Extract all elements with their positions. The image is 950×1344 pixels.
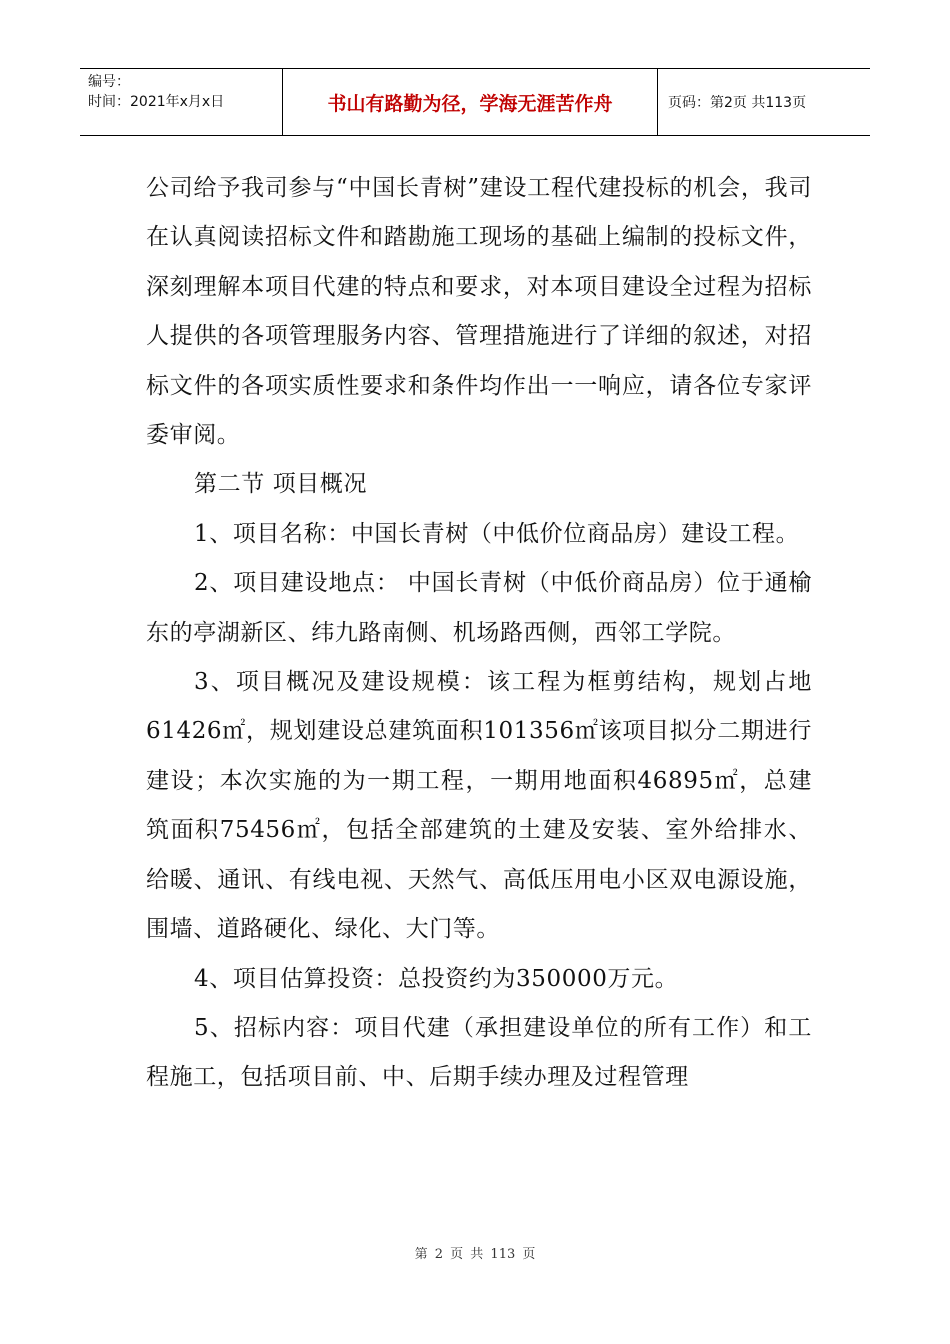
document-body bbox=[146, 164, 812, 1103]
document-number-label: 编号： bbox=[88, 74, 130, 90]
header-meta bbox=[80, 69, 283, 135]
page-footer: 第 2 页 共 113 页 bbox=[414, 1247, 536, 1262]
header-page-info: 页码：第2页 共113页 bbox=[668, 95, 807, 111]
paragraph-investment: 4、项目估算投资：总投资约为350000万元。 bbox=[194, 965, 679, 992]
header-motto: 书山有路勤为径，学海无涯苦作舟 bbox=[283, 69, 658, 135]
paragraph-project-location: 2、项目建设地点： 中国长青树（中低价商品房）位于通榆东的亭湖新区、纬九路南侧、机场路西侧，西邻工学院。 bbox=[146, 570, 812, 646]
paragraph-tender-content: 5、招标内容：项目代建（承担建设单位的所有工作）和工程施工，包括项目前、中、后期手续办理及过程管理 bbox=[146, 1014, 812, 1091]
section-heading: 第二节 项目概况 bbox=[194, 471, 368, 498]
paragraph-intro-continuation: 公司给予我司参与“中国长青树”建设工程代建投标的机会，我司在认真阅读招标文件和踏勘施工现场的基础上编制的投标文件，深刻理解本项目代建的特点和要求，对本项目建设全过程为招标人提供的各项管理服务内容、管理措施进行了详细的叙述，对招标文件的各项实质性要求和条件均作出一一响应，请各位专家评委审阅。 bbox=[146, 175, 812, 449]
page-header bbox=[80, 68, 870, 136]
paragraph-project-scale: 3、项目概况及建设规模：该工程为框剪结构，规划占地61426㎡，规划建设总建筑面积101356㎡该项目拟分二期进行建设；本次实施的为一期工程，一期用地面积46895㎡，总建筑面积75456㎡，包括全部建筑的土建及安装、室外给排水、给暖、通讯、有线电视、天然气、高低压用电小区双电源设施，围墙、道路硬化、绿化、大门等。 bbox=[146, 669, 812, 943]
paragraph-project-name: 1、项目名称：中国长青树（中低价位商品房）建设工程。 bbox=[194, 520, 800, 547]
document-date: 时间：2021年x月x日 bbox=[88, 94, 225, 110]
